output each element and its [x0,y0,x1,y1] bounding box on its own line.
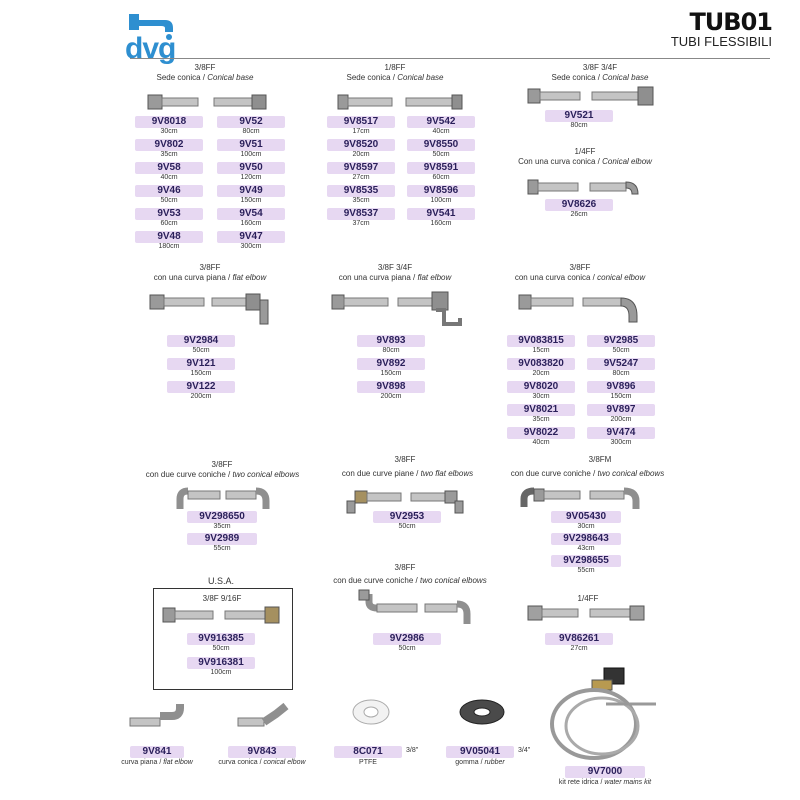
two-conical-elbows-hose-image [355,590,475,626]
straight-hose-image [528,86,653,106]
hose-length: 120cm [240,174,262,181]
section-description: con una curva piana / flat elbow [338,273,452,282]
product-code-badge: 9V8596 [407,185,475,197]
flat-elbow-fitting-image [130,704,185,734]
product-code-badge: 9V8591 [407,162,475,174]
hose-length: 55cm [213,545,231,552]
product-code-badge: 9V8517 [327,116,395,128]
page-title: TUBI FLESSIBILI [670,34,772,49]
section-size: 3/8FF [394,455,416,464]
hose-length: 60cm [160,220,178,227]
hose-length: 50cm [192,347,210,354]
hose-length: 55cm [577,567,595,574]
product-code-badge: 9V7000 [565,766,645,778]
product-code-badge: 9V8021 [507,404,575,416]
hose-length: 15cm [532,347,550,354]
product-code-badge: 9V8537 [327,208,395,220]
product-code-badge: 9V8626 [545,199,613,211]
hose-length: 150cm [610,393,632,400]
product-code-badge: 9V897 [587,404,655,416]
caption-text: PTFE [359,759,377,766]
product-code-badge: 9V5247 [587,358,655,370]
product-code-badge: 9V8020 [507,381,575,393]
hose-length: 50cm [160,197,178,204]
item-caption [304,759,432,767]
hose-length: 43cm [577,545,595,552]
hose-length: 50cm [398,523,416,530]
product-code-badge: 9V916381 [187,657,255,669]
caption-text: gomma / [455,759,485,766]
section-size: 1/4FF [577,594,599,603]
product-code-badge: 9V47 [217,231,285,243]
hose-length: 100cm [210,669,232,676]
hose-length: 150cm [190,370,212,377]
hose-length: 200cm [190,393,212,400]
caption-text: curva conica / [218,759,264,766]
hose-length: 50cm [398,645,416,652]
product-code-badge: 9V50 [217,162,285,174]
product-code-badge: 9V521 [545,110,613,122]
hose-length: 200cm [380,393,402,400]
product-code-badge: 9V2986 [373,633,441,645]
product-code-badge: 9V2953 [373,511,441,523]
flat-elbow-hose-image [150,292,275,328]
caption-text-en: conical elbow [263,759,306,766]
hose-length: 60cm [432,174,450,181]
brand-name: dvg [125,32,176,65]
caption-text: kit rete idrica / [558,779,605,786]
section-description: con una curva conica / conical elbow [514,273,646,282]
product-code-badge: 8C071 [334,746,402,758]
hose-length: 50cm [212,645,230,652]
caption-text-en: rubber [484,759,505,766]
product-code-badge: 9V2985 [587,335,655,347]
product-code-badge: 9V541 [407,208,475,220]
section-size: 3/8F 3/4F [582,63,618,72]
catalog-code: TUB01 [689,8,772,36]
product-code-badge: 9V542 [407,116,475,128]
product-code-badge: 9V8550 [407,139,475,151]
section-size: 3/8F 9/16F [202,594,242,603]
product-code-badge: 9V843 [228,746,296,758]
item-caption [100,759,214,767]
dvg-logo [125,10,195,65]
hose-length: 80cm [570,122,588,129]
product-code-badge: 9V46 [135,185,203,197]
section-size: 3/8FF [569,263,591,272]
hose-length: 80cm [242,128,260,135]
hose-length: 300cm [240,243,262,250]
product-code-badge: 9V53 [135,208,203,220]
product-code-badge: 9V8520 [327,139,395,151]
hose-length: 17cm [352,128,370,135]
section-size: 1/4FF [574,147,596,156]
elbow-hose-image [528,176,643,200]
product-code-badge: 9V86261 [545,633,613,645]
product-code-badge: 9V893 [357,335,425,347]
section-size: 1/8FF [384,63,406,72]
product-code-badge: 9V916385 [187,633,255,645]
hose-length: 37cm [352,220,370,227]
product-code-badge: 9V8535 [327,185,395,197]
section-description: Sede conica / Conical base [346,73,444,82]
hose-length: 27cm [352,174,370,181]
product-code-badge: 9V122 [167,381,235,393]
section-size: 3/8FF [194,63,216,72]
item-caption [535,779,675,787]
section-description: Sede conica / Conical base [156,73,254,82]
section-description: con due curve coniche / two conical elbows [333,576,487,585]
product-code-badge: 9V2989 [187,533,257,545]
product-code-badge: 9V802 [135,139,203,151]
hose-length: 35cm [213,523,231,530]
hose-length: 50cm [612,347,630,354]
product-code-badge: 9V54 [217,208,285,220]
straight-hose-image [338,92,463,112]
hose-length: 160cm [430,220,452,227]
product-code-badge: 9V298655 [551,555,621,567]
flat-elbow-hose-image [332,292,462,328]
ptfe-gasket-image [350,698,392,728]
product-code-badge: 9V8018 [135,116,203,128]
hose-length: 80cm [612,370,630,377]
region-label: U.S.A. [208,576,235,586]
two-conical-elbows-hose-image [520,485,645,513]
section-size: 3/8F 3/4F [377,263,413,272]
section-description: con due curve coniche / two conical elbows [510,469,665,478]
product-code-badge: 9V8022 [507,427,575,439]
product-code-badge: 9V49 [217,185,285,197]
section-size: 3/8FF [394,563,416,572]
caption-text-en: water mains kit [604,779,652,786]
product-code-badge: 9V083820 [507,358,575,370]
hose-length: 40cm [432,128,450,135]
conical-elbow-fitting-image [238,704,293,734]
hose-length: 40cm [160,174,178,181]
section-description: con due curve coniche / two conical elbows [145,470,300,479]
hose-length: 160cm [240,220,262,227]
conical-elbow-hose-image [519,292,644,326]
hose-length: 35cm [532,416,550,423]
hose-length: 80cm [382,347,400,354]
product-code-badge: 9V841 [130,746,184,758]
hose-length: 35cm [160,151,178,158]
thread-size: 3/4" [518,747,531,754]
caption-text-en: flat elbow [163,759,193,766]
product-code-badge: 9V474 [587,427,655,439]
section-description: Con una curva conica / Conical elbow [518,157,652,166]
product-code-badge: 9V8597 [327,162,395,174]
hose-length: 20cm [532,370,550,377]
hose-length: 150cm [380,370,402,377]
straight-hose-image [163,605,283,625]
hose-length: 300cm [610,439,632,446]
product-code-badge: 9V52 [217,116,285,128]
product-code-badge: 9V05430 [551,511,621,523]
product-code-badge: 9V51 [217,139,285,151]
thread-size: 3/8" [406,747,419,754]
hose-length: 26cm [570,211,588,218]
hose-length: 100cm [430,197,452,204]
product-code-badge: 9V298650 [187,511,257,523]
section-description: con due curve piane / two flat elbows [341,469,474,478]
hose-length: 30cm [532,393,550,400]
hose-length: 200cm [610,416,632,423]
section-size: 3/8FM [588,455,612,464]
caption-text: curva piana / [121,759,164,766]
product-code-badge: 9V896 [587,381,655,393]
hose-length: 180cm [158,243,180,250]
product-code-badge: 9V121 [167,358,235,370]
rubber-gasket-image [457,698,507,730]
product-code-badge: 9V58 [135,162,203,174]
hose-length: 27cm [570,645,588,652]
hose-length: 20cm [352,151,370,158]
hose-length: 30cm [577,523,595,530]
hose-length: 100cm [240,151,262,158]
hose-length: 30cm [160,128,178,135]
product-code-badge: 9V2984 [167,335,235,347]
hose-length: 40cm [532,439,550,446]
item-caption [416,759,544,767]
water-mains-kit-image [546,664,666,764]
straight-hose-image [148,92,268,112]
section-size: 3/8FF [199,263,221,272]
product-code-badge: 9V48 [135,231,203,243]
product-code-badge: 9V892 [357,358,425,370]
header-divider [130,58,770,59]
product-code-badge: 9V898 [357,381,425,393]
product-code-badge: 9V298643 [551,533,621,545]
hose-length: 35cm [352,197,370,204]
straight-hose-image [528,603,653,623]
hose-length: 50cm [432,151,450,158]
product-code-badge: 9V083815 [507,335,575,347]
hose-length: 150cm [240,197,262,204]
section-description: con una curva piana / flat elbow [153,273,267,282]
two-elbows-hose-image [170,485,275,513]
section-size: 3/8FF [211,460,233,469]
section-description: Sede conica / Conical base [551,73,649,82]
product-code-badge: 9V05041 [446,746,514,758]
